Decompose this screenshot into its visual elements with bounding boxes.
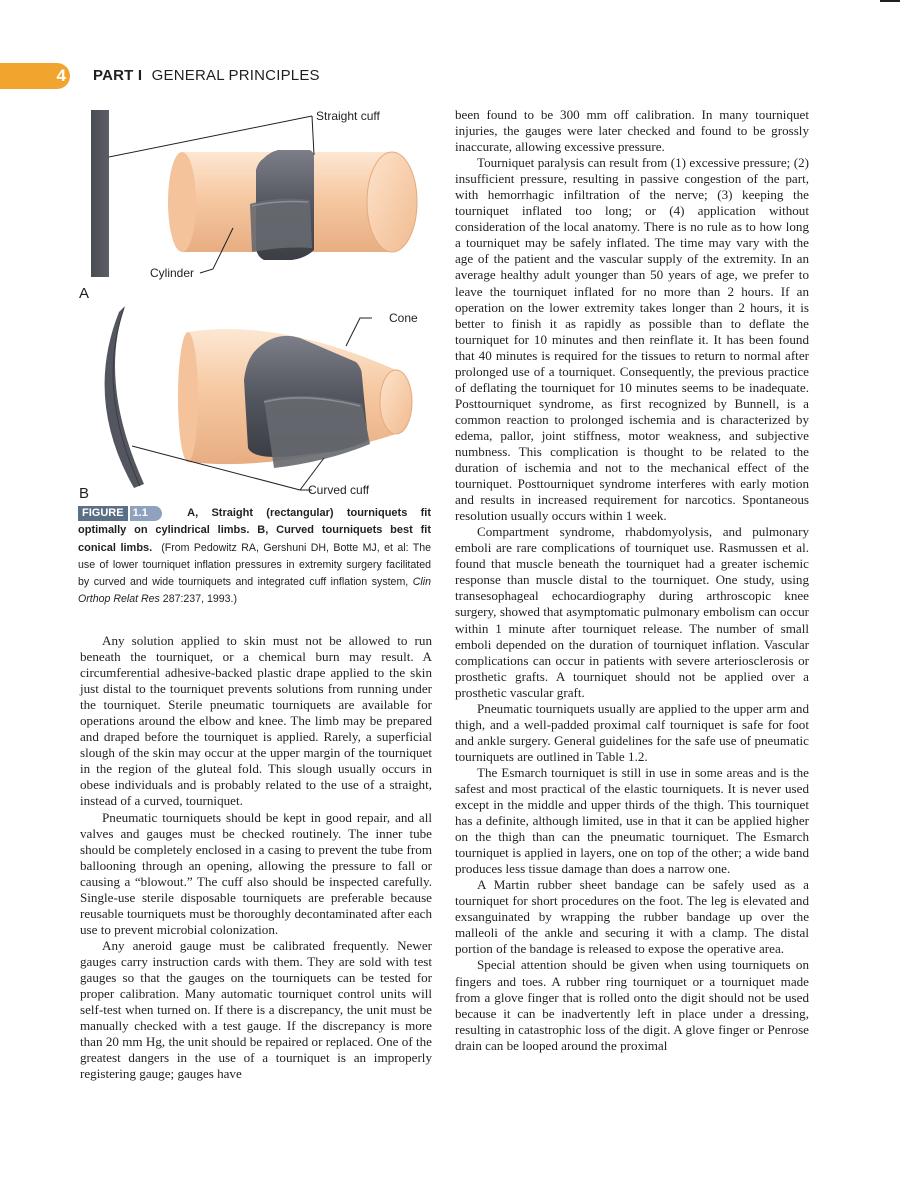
caption-b-letter: B, — [257, 524, 269, 537]
body-paragraph: Pneumatic tourniquets usually are applied to the upper arm and thigh, and a well-padded proximal calf tourniquet is safe for foot and ankle surgery. General guidelines for the safe use of pneumatic tourniquets are outlined in Table 1.2. — [455, 700, 809, 764]
curved-cuff-flat — [105, 306, 144, 488]
page-number: 4 — [56, 66, 66, 85]
straight-cuff-flat — [91, 110, 109, 277]
curved-cuff-label: Curved cuff — [308, 483, 370, 497]
cone-label: Cone — [389, 311, 418, 325]
caption-source-pre: (From Pedowitz RA, Gershuni DH, Botte MJ, et al: The use of lower tourniquet inflation pressures in extremity surgery facilitated by curved and wide tourniquets and integrated cuff inflation system, — [78, 541, 431, 589]
panel-a-label: A — [79, 285, 90, 302]
figure-1-1-illustration — [78, 100, 438, 502]
figure-badge: FIGURE — [78, 506, 128, 521]
running-head — [93, 67, 320, 84]
cone-leader — [346, 318, 372, 346]
body-paragraph: Any solution applied to skin must not be allowed to run beneath the tourniquet, or a chemical burn may result. A circumferential adhesive-backed plastic drape applied to the skin just distal to the tourniquet prevents solutions from running under the tourniquet. Sterile pneumatic tourniquets are available for operations around the elbow and knee. The limb may be prepared and draped before the tourniquet is applied. Rarely, a superficial slough of the skin may occur at the upper margin of the tourniquet in the region of the gluteal fold. This slough usually occurs in obese individuals and is probably related to the use of a straight, instead of a curved, tourniquet. — [80, 633, 432, 809]
body-paragraph: Pneumatic tourniquets should be kept in good repair, and all valves and gauges must be checked routinely. The inner tube should be completely enclosed in a casing to prevent the tube from ballooning through an opening, allowing the pressure to fall or causing a “blowout.” The cuff also should be inspected carefully. Single-use sterile disposable tourniquets are preferable because reusable tourniquets must be thoroughly decontaminated after each use to prevent microbial colonization. — [80, 809, 432, 937]
cylinder-label: Cylinder — [150, 266, 195, 280]
body-paragraph: Tourniquet paralysis can result from (1) excessive pressure; (2) insufficient pressure, resulting in passive congestion of the part, with hemorrhagic infiltration of the nerve; (3) keeping the tourniquet inflated too long; or (4) application without consideration of the local anatomy. There is no rule as to how long a tourniquet may be safely inflated. The time may vary with the age of the patient and the vascular supply of the extremity. In an average healthy adult younger than 50 years of age, we prefer to leave the tourniquet inflated for no more than 2 hours. If an operation on the lower extremity takes longer than 2 hours, it is better to finish it as rapidly as possible than to deflate the tourniquet for 10 minutes and then reinflate it. It has been found that 40 minutes is required for the tissues to return to normal after prolonged use of a tourniquet. Consequently, the previous practice of deflating the tourniquet for 10 minutes seems to be inadequate. Posttourniquet syndrome, as first recognized by Bunnell, is a common reaction to prolonged ischemia and is characterized by edema, pallor, joint stiffness, motor weakness, and subjective numbness. This complication is thought to be related to the duration of ischemia and not to the mechanical effect of the tourniquet. Posttourniquet syndrome interferes with early motion and results in increased requirement for narcotics. Spontaneous resolution usually occurs within 1 week. — [455, 155, 809, 524]
body-paragraph: Compartment syndrome, rhabdomyolysis, and pulmonary emboli are rare complications of tourniquet use. Rasmussen et al. found that muscle beneath the tourniquet had a greater ischemic response than muscle distal to the tourniquet. One study, using transesophageal echocardiography during arthroscopic knee surgery, showed that asymptomatic pulmonary embolism can occur within 1 minute after tourniquet release. The number of small emboli depended on the duration of tourniquet inflation. Vascular complications can occur in patients with severe arteriosclerosis or prosthetic grafts. A tourniquet should not be applied over a prosthetic vascular graft. — [455, 524, 809, 700]
body-paragraph: Special attention should be given when using tourniquets on fingers and toes. A rubber ring tourniquet or a tourniquet made from a glove finger that is rolled onto the digit should not be used because it can be inadvertently left in place under a dressing, resulting in catastrophic loss of the digit. A glove finger or Penrose drain can be looped around the proximal — [455, 957, 809, 1053]
figure-caption — [78, 505, 431, 609]
part-title: GENERAL PRINCIPLES — [151, 67, 320, 84]
part-label: PART I — [93, 67, 143, 84]
figure-number: 1.1 — [130, 506, 162, 521]
page-corner-mark — [880, 0, 900, 2]
straight-cuff-wrapped — [250, 150, 314, 260]
caption-source-post: 287:237, 1993.) — [162, 593, 238, 606]
caption-a-text: Straight (rectangular) tourniquets fit optimally on cylindrical limbs. — [78, 507, 431, 537]
caption-b-text: Curved tourniquets best fit conical limbs. — [78, 524, 432, 554]
left-column — [80, 633, 432, 1082]
body-paragraph: A Martin rubber sheet bandage can be safely used as a tourniquet for short procedures on the foot. The leg is elevated and exsanguinated by wrapping the rubber bandage up over the malleoli of the ankle and securing it with a clamp. The distal portion of the bandage is released to expose the operative area. — [455, 877, 809, 957]
caption-source-journal: Clin Orthop Relat Res — [78, 576, 431, 606]
body-paragraph: The Esmarch tourniquet is still in use in some areas and is the safest and most practical of the elastic tourniquets. It is never used except in the middle and upper thirds of the thigh. This tourniquet has a definite, although limited, use in that it can be applied higher on the thigh than can the pneumatic tourniquet. The Esmarch tourniquet is applied in layers, one on top of the other; a wide band produces less tissue damage than does a narrow one. — [455, 764, 809, 877]
right-column — [455, 107, 809, 1054]
panel-b-label: B — [79, 485, 90, 502]
body-paragraph: Any aneroid gauge must be calibrated frequently. Newer gauges carry instruction cards with them. They are sold with test gauges so that the gauges on the tourniquets can be tested for proper calibration. Many automatic tourniquet control units will self-test when turned on. If there is a discrepancy, the unit must be manually checked with a test gauge. If the discrepancy is more than 20 mm Hg, the unit should be repaired or replaced. One of the greatest dangers in the use of a tourniquet is an improperly registering gauge; gauges have — [80, 937, 432, 1082]
caption-a-letter: A, — [187, 507, 199, 519]
straight-cuff-leader-2 — [312, 116, 314, 155]
straight-cuff-label: Straight cuff — [316, 109, 380, 123]
body-paragraph-continuation: been found to be 300 mm off calibration. In many tourniquet injuries, the gauges were later checked and found to be grossly inaccurate, allowing excessive pressure. — [455, 107, 809, 155]
